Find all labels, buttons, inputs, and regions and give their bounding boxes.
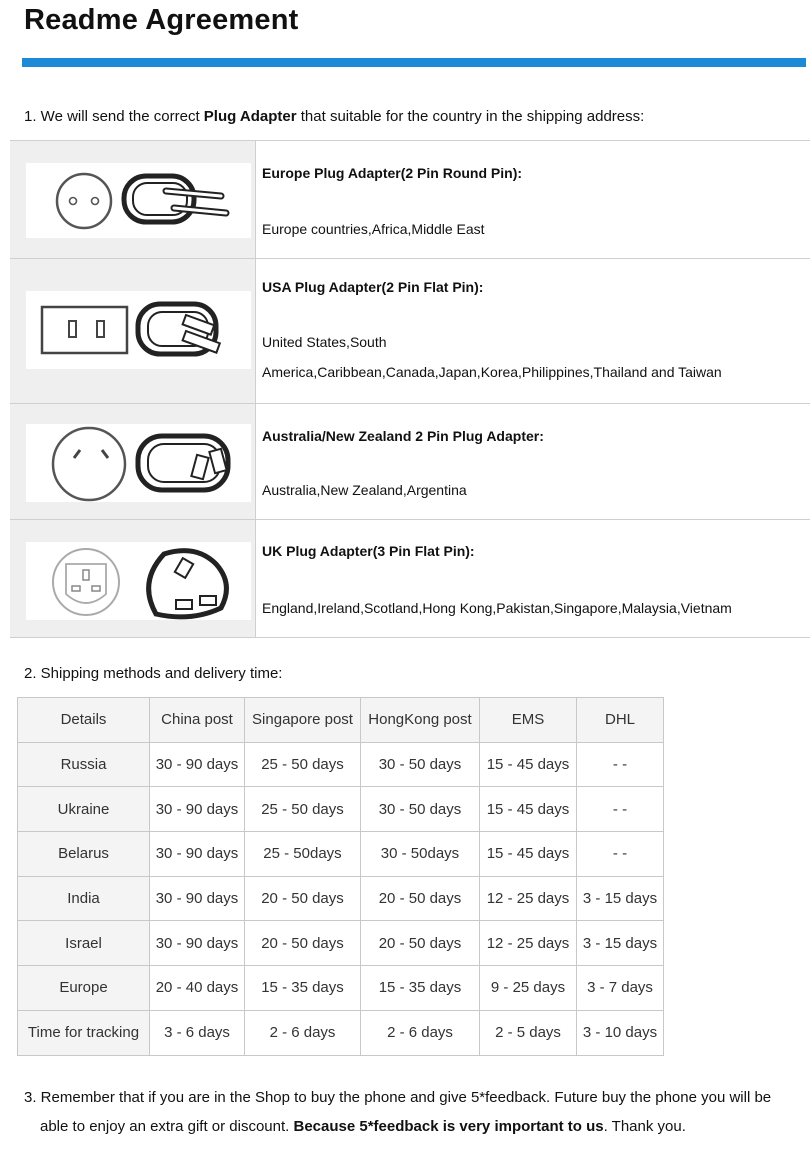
- table-cell: - -: [577, 787, 664, 832]
- plug-row-europe: [10, 141, 810, 259]
- plug-row-uk: [10, 520, 810, 638]
- table-row: [18, 921, 664, 966]
- table-header: Singapore post: [245, 698, 361, 743]
- plug-countries: Australia,New Zealand,Argentina: [262, 482, 467, 498]
- table-cell: 30 - 90 days: [150, 787, 245, 832]
- table-cell: 2 - 6 days: [245, 1010, 361, 1055]
- table-cell: 20 - 40 days: [150, 966, 245, 1011]
- section-3-note: [24, 1083, 810, 1141]
- australia-plug-icon: [26, 424, 251, 502]
- table-cell: 15 - 45 days: [480, 742, 577, 787]
- table-cell: 30 - 90 days: [150, 742, 245, 787]
- table-cell: 15 - 45 days: [480, 787, 577, 832]
- table-cell: - -: [577, 832, 664, 877]
- table-cell: 15 - 35 days: [361, 966, 480, 1011]
- plug-row-usa: [10, 259, 810, 404]
- table-cell: 30 - 50 days: [361, 742, 480, 787]
- table-header: Details: [18, 698, 150, 743]
- table-cell: Time for tracking: [18, 1010, 150, 1055]
- plug-countries: America,Caribbean,Canada,Japan,Korea,Philippines,Thailand and Taiwan: [262, 364, 722, 380]
- table-cell: 3 - 15 days: [577, 921, 664, 966]
- section-2-heading: 2. Shipping methods and delivery time:: [24, 665, 283, 682]
- table-cell: India: [18, 876, 150, 921]
- table-cell: 12 - 25 days: [480, 921, 577, 966]
- plug-heading: Australia/New Zealand 2 Pin Plug Adapter:: [262, 428, 544, 444]
- table-row: [18, 787, 664, 832]
- usa-plug-icon: [26, 291, 251, 369]
- table-cell: 20 - 50 days: [361, 876, 480, 921]
- plug-adapter-table: [10, 140, 810, 638]
- table-row: [18, 966, 664, 1011]
- table-cell: 20 - 50 days: [245, 876, 361, 921]
- table-cell: - -: [577, 742, 664, 787]
- table-row: [18, 876, 664, 921]
- plug-heading: USA Plug Adapter(2 Pin Flat Pin):: [262, 279, 484, 295]
- table-header: China post: [150, 698, 245, 743]
- section-1-intro: 1. We will send the correct Plug Adapter that suitable for the country in the shipping address:: [24, 108, 645, 125]
- table-cell: 20 - 50 days: [245, 921, 361, 966]
- table-cell: 30 - 90 days: [150, 876, 245, 921]
- table-cell: 3 - 10 days: [577, 1010, 664, 1055]
- table-cell: 3 - 15 days: [577, 876, 664, 921]
- table-cell: 30 - 50days: [361, 832, 480, 877]
- table-cell: 2 - 5 days: [480, 1010, 577, 1055]
- title-divider: [22, 58, 806, 67]
- table-cell: 12 - 25 days: [480, 876, 577, 921]
- shipping-table: [17, 697, 664, 1056]
- europe-plug-icon: [26, 163, 251, 238]
- table-cell: 3 - 6 days: [150, 1010, 245, 1055]
- table-cell: 30 - 50 days: [361, 787, 480, 832]
- note-line-1: 3. Remember that if you are in the Shop to buy the phone and give 5*feedback. Future buy the phone you will be: [24, 1089, 772, 1106]
- table-row: [18, 742, 664, 787]
- table-cell: 20 - 50 days: [361, 921, 480, 966]
- table-cell: 25 - 50 days: [245, 742, 361, 787]
- table-cell: 9 - 25 days: [480, 966, 577, 1011]
- table-cell: 25 - 50 days: [245, 787, 361, 832]
- table-row: [18, 832, 664, 877]
- table-cell: 30 - 90 days: [150, 921, 245, 966]
- table-cell: 2 - 6 days: [361, 1010, 480, 1055]
- table-header: DHL: [577, 698, 664, 743]
- note-line-2: able to enjoy an extra gift or discount. Because 5*feedback is very important to us. Thank you.: [40, 1118, 686, 1135]
- table-cell: 15 - 35 days: [245, 966, 361, 1011]
- table-cell: Europe: [18, 966, 150, 1011]
- uk-plug-icon: [26, 542, 251, 620]
- plug-heading: UK Plug Adapter(3 Pin Flat Pin):: [262, 543, 475, 559]
- plug-heading: Europe Plug Adapter(2 Pin Round Pin):: [262, 165, 523, 181]
- table-cell: 3 - 7 days: [577, 966, 664, 1011]
- table-cell: 25 - 50days: [245, 832, 361, 877]
- table-cell: Russia: [18, 742, 150, 787]
- plug-countries: Europe countries,Africa,Middle East: [262, 221, 485, 237]
- table-header: EMS: [480, 698, 577, 743]
- plug-countries: England,Ireland,Scotland,Hong Kong,Pakistan,Singapore,Malaysia,Vietnam: [262, 600, 732, 616]
- table-cell: Israel: [18, 921, 150, 966]
- table-row: [18, 1010, 664, 1055]
- table-cell: Belarus: [18, 832, 150, 877]
- table-cell: Ukraine: [18, 787, 150, 832]
- plug-row-australia: [10, 404, 810, 520]
- table-cell: 15 - 45 days: [480, 832, 577, 877]
- table-cell: 30 - 90 days: [150, 832, 245, 877]
- table-header-row: [18, 698, 664, 743]
- page-title: Readme Agreement: [24, 4, 299, 36]
- plug-countries: United States,South: [262, 334, 387, 350]
- table-header: HongKong post: [361, 698, 480, 743]
